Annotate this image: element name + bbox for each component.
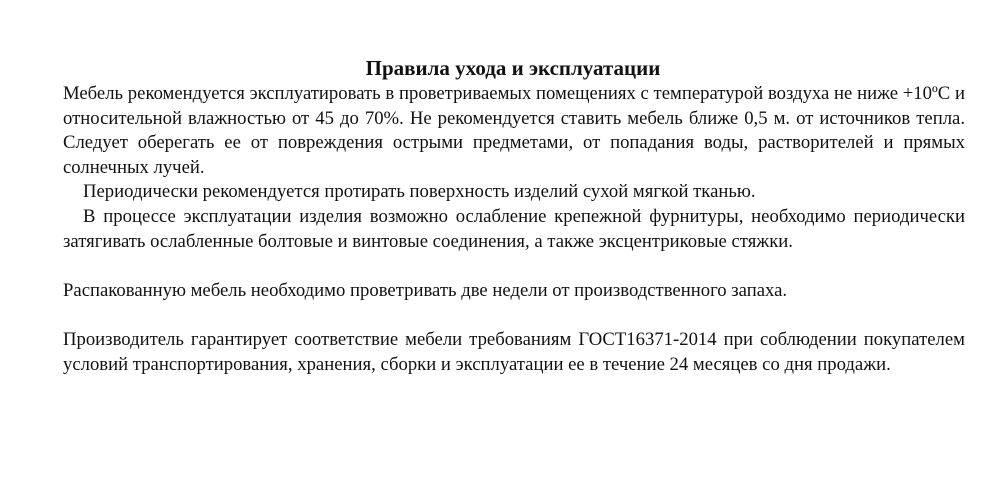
paragraph-cleaning: Периодически рекомендуется протирать поверхность изделий сухой мягкой тканью. bbox=[83, 181, 756, 203]
paragraph-operating-conditions: Мебель рекомендуется эксплуатировать в проветриваемых помещениях с температурой воздуха не ниже +10ºС и относительной влажностью от 45 до 70%. Не рекомендуется ставить мебель ближе 0,5 м. от источников тепла. Следует оберегать ее от повреждения острыми предметами, от попадания воды, растворителей и прямых солнечных лучей. bbox=[63, 83, 965, 178]
document-body bbox=[63, 82, 965, 377]
paragraph-fittings: В процессе эксплуатации изделия возможно ослабление крепежной фурнитуры, необходимо периодически затягивать ослабленные болтовые и винтовые соединения, а также эксцентриковые стяжки. bbox=[63, 205, 965, 252]
paragraph-ventilation: Распакованную мебель необходимо проветривать две недели от производственного запаха. bbox=[63, 279, 788, 301]
document-title: Правила ухода и эксплуатации bbox=[365, 56, 661, 80]
paragraph-warranty: Производитель гарантирует соответствие мебели требованиям ГОСТ16371-2014 при соблюдении покупателем условий транспортирования, хранения, сборки и эксплуатации ее в течение 24 месяцев со дня продажи. bbox=[63, 328, 965, 375]
